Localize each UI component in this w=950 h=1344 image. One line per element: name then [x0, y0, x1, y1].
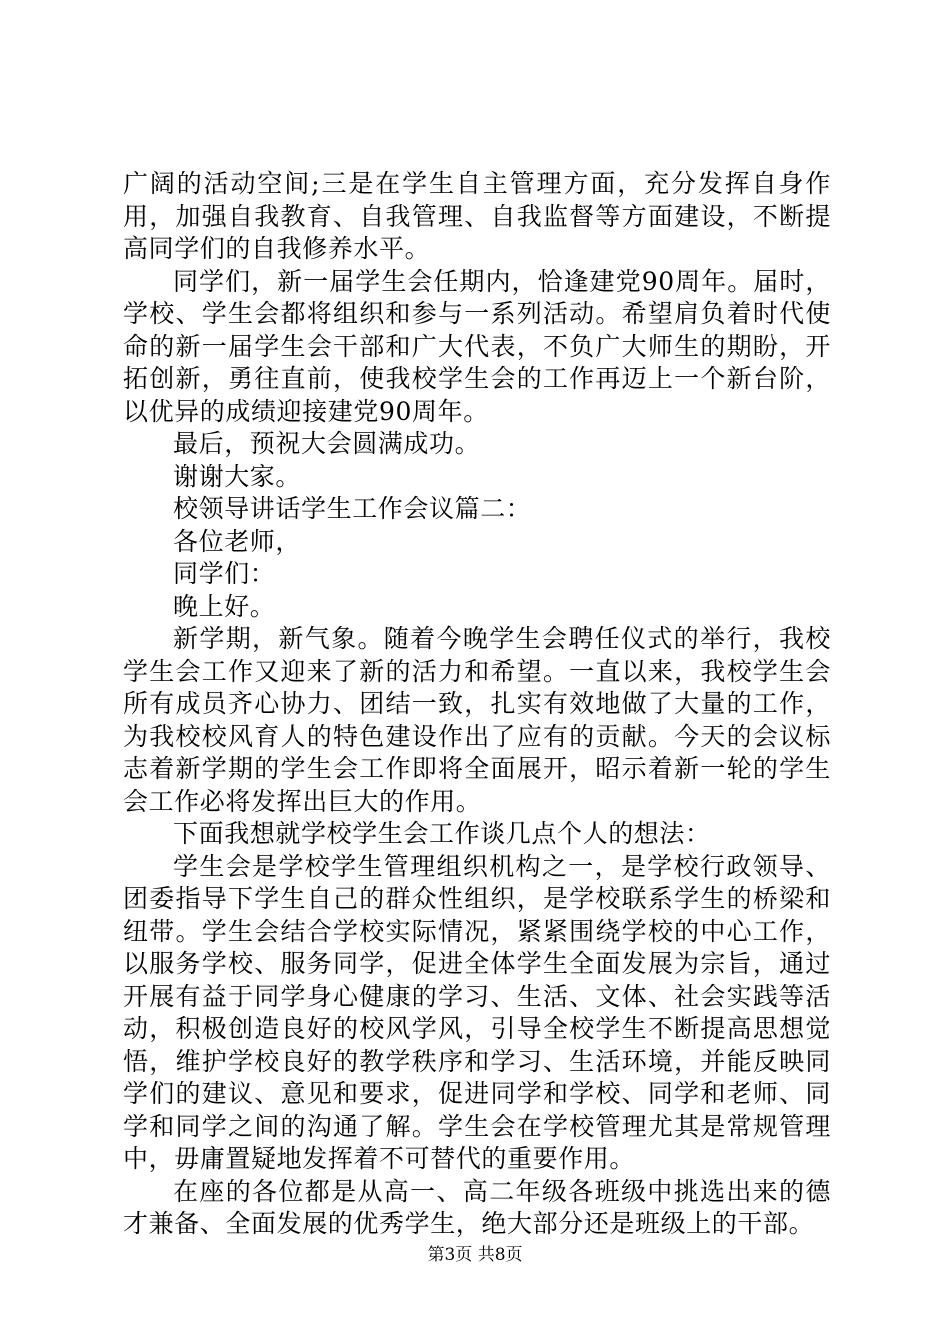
greeting-evening: 晚上好。 — [173, 591, 276, 621]
document-body — [123, 168, 831, 1241]
paragraph-wishes: 最后，预祝大会圆满成功。 — [173, 429, 481, 458]
greeting-students: 同学们： — [173, 559, 276, 588]
paragraph-audience: 在座的各位都是从高一、高二年级各班级中挑选出来的德才兼备、全面发展的优秀学生，绝大部分还是班级上的干部。 — [123, 1176, 831, 1238]
paragraph-anniversary: 同学们，新一届学生会任期内，恰逢建党90周年。届时，学校、学生会都将组织和参与一系列活动。希望肩负着时代使命的新一届学生会干部和广大代表，不负广大师生的期盼，开拓创新，勇往直前，使我校学生会的工作再迈上一个新台阶，以优异的成绩迎接建党90周年。 — [123, 266, 831, 426]
paragraph-thanks: 谢谢大家。 — [173, 461, 302, 491]
paragraph-continuation: 广阔的活动空间;三是在学生自主管理方面，充分发挥自身作用，加强自我教育、自我管理、自我监督等方面建设，不断提高同学们的自我修养水平。 — [123, 169, 831, 263]
page-number: 第3页 共8页 — [427, 1245, 523, 1265]
paragraph-student-union-role: 学生会是学校学生管理组织机构之一，是学校行政领导、团委指导下学生自己的群众性组织，是学校联系学生的桥梁和纽带。学生会结合学校实际情况，紧紧围绕学校的中心工作，以服务学校、服务同学，促进全体学生全面发展为宗旨，通过开展有益于同学身心健康的学习、生活、文体、社会实践等活动，积极创造良好的校风学风，引导全校学生不断提高思想觉悟，维护学校良好的教学秩序和学习、生活环境，并能反映同学们的建议、意见和要求，促进同学和学校、同学和老师、同学和同学之间的沟通了解。学生会在学校管理尤其是常规管理中，毋庸置疑地发挥着不可替代的重要作用。 — [123, 851, 831, 1173]
greeting-teachers: 各位老师， — [173, 526, 302, 556]
paragraph-intro-thoughts: 下面我想就学校学生会工作谈几点个人的想法： — [173, 819, 711, 848]
paragraph-new-semester: 新学期，新气象。随着今晚学生会聘任仪式的举行，我校学生会工作又迎来了新的活力和希望。一直以来，我校学生会所有成员齐心协力、团结一致，扎实有效地做了大量的工作，为我校校风育人的特色建设作出了应有的贡献。今天的会议标志着新学期的学生会工作即将全面展开，昭示着新一轮的学生会工作必将发挥出巨大的作用。 — [123, 624, 831, 816]
section-heading: 校领导讲话学生工作会议篇二： — [173, 494, 532, 523]
